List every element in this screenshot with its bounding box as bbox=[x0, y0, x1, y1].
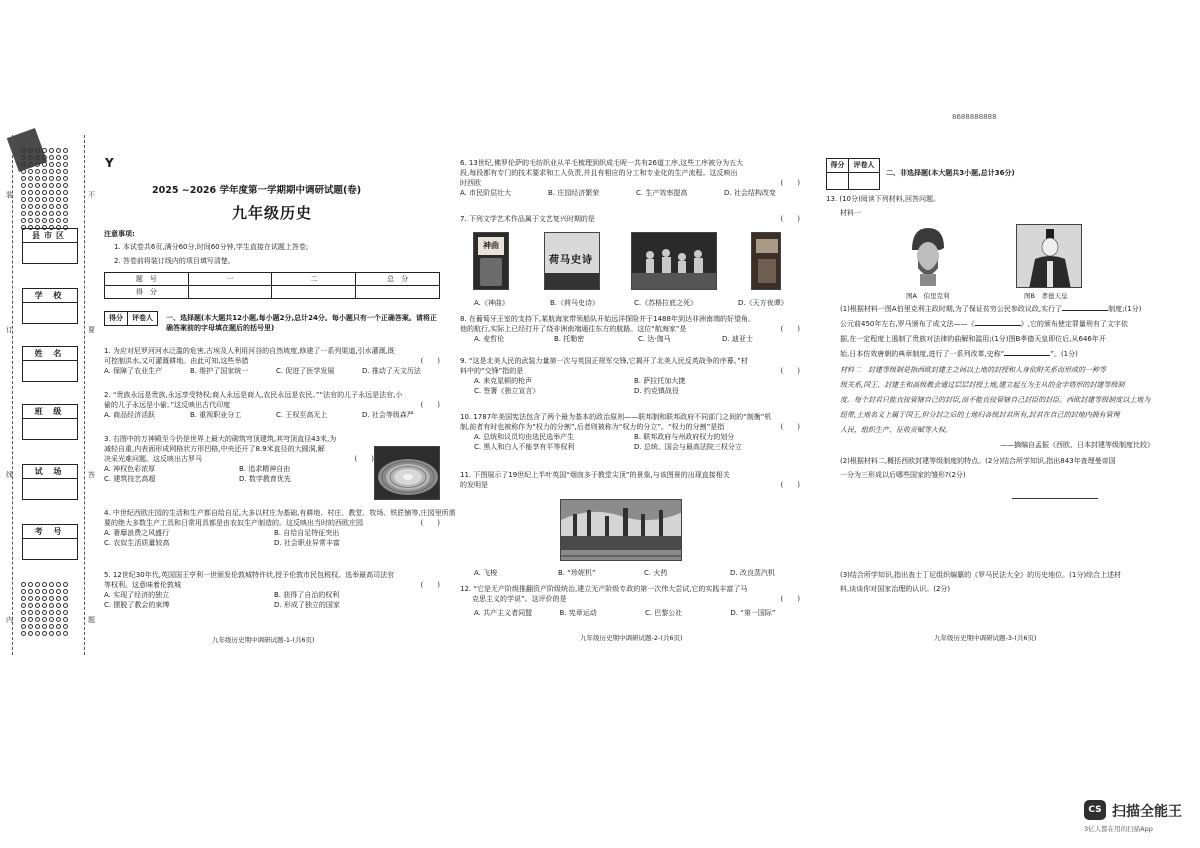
q13-1-text: 始,日本仿效唐朝的典章制度,进行了一系列改革,史称“ bbox=[840, 350, 1005, 358]
q13-1-line: 据,在一定程度上遏制了贵族对法律的曲解和滥用;(1分)图B孝德天皇即位后,从646年开 bbox=[840, 335, 1106, 343]
mark-y: Y bbox=[105, 156, 114, 170]
binding-line bbox=[84, 135, 85, 655]
answer-paren[interactable]: ( ) bbox=[780, 179, 800, 187]
field-county[interactable] bbox=[22, 228, 78, 264]
bubble-mark bbox=[28, 631, 33, 636]
option-c[interactable]: C. 黑人和白人不能享有平等权利 bbox=[474, 443, 575, 451]
page-3-footer: 九年级历史期中调研试题-3-(共6页) bbox=[934, 634, 1037, 642]
q13-2-line: (2)根据材料二,概括西欧封建等级制度的特点。(2分)结合所学知识,指出843年查理曼帝国 bbox=[840, 457, 1116, 465]
industrial-chimneys-image bbox=[560, 499, 682, 561]
brand-name: 扫描全能王 bbox=[1112, 804, 1182, 820]
section-2-heading: 二、非选择题(本大题共3小题,总计36分) bbox=[886, 169, 1015, 177]
side-word: 题 bbox=[88, 616, 95, 624]
option-d[interactable]: D. 总统、国会与最高法院三权分立 bbox=[634, 443, 742, 451]
option-b[interactable]: B. “珍妮机” bbox=[558, 569, 596, 577]
q11-line-text: 的发明是 bbox=[460, 481, 488, 489]
q13-1-line bbox=[840, 349, 1078, 359]
pantheon-dome-icon bbox=[375, 447, 440, 500]
book-title: 荷马史诗 bbox=[549, 255, 593, 266]
figure-b-caption: 图B 孝德天皇 bbox=[1024, 292, 1068, 300]
option-d[interactable]: D.《天方夜谭》 bbox=[738, 299, 788, 307]
option-a[interactable]: A. 保障了农业生产 bbox=[104, 367, 163, 375]
option-c[interactable]: C. 摆脱了教会的束缚 bbox=[104, 601, 170, 609]
q4-line: 4. 中世纪西欧庄园的生活和生产都自给自足,大多以村庄为基础,有耕地、村庄、教堂、牧场、铁匠铺等,庄园里所需 bbox=[104, 509, 456, 517]
q13-1-text: 公元前450年左右,罗马颁布了成文法——《 bbox=[840, 320, 975, 328]
q6-line: 段,每段都有专门的技术要求和工人负责,并且有相应的分工和专业化的生产流程。这反映出 bbox=[460, 169, 738, 177]
grader-name-label: 评卷人 bbox=[853, 161, 875, 169]
q2-line bbox=[104, 400, 440, 410]
notice-2: 2. 答卷前将装订线内的项目填写清楚。 bbox=[114, 257, 235, 265]
field-label: 县市区 bbox=[23, 229, 77, 243]
option-c[interactable]: C. 达·伽马 bbox=[638, 335, 671, 343]
score-header: 总 分 bbox=[356, 273, 440, 286]
q1-line-text: 可控制洪水,又可灌溉耕地。由此可知,这些举措 bbox=[104, 357, 249, 365]
q1-line: 1. 为应对尼罗河河水泛滥的危害,古埃及人利用河谷的自然坡度,修建了一系列渠道,引水灌溉,既 bbox=[104, 347, 395, 355]
score-header: 题 号 bbox=[105, 273, 189, 286]
side-word: 不 bbox=[88, 191, 95, 199]
option-c[interactable]: C. 火药 bbox=[644, 569, 668, 577]
exam-title: 2025 ~2026 学年度第一学期期中调研试题(卷) bbox=[152, 185, 362, 196]
q8-options bbox=[474, 334, 800, 344]
answer-paren[interactable]: ( ) bbox=[780, 325, 800, 333]
subject-title: 九年级历史 bbox=[232, 204, 313, 222]
bubble-mark bbox=[63, 631, 68, 636]
field-label: 学 校 bbox=[23, 289, 77, 303]
q13-3-line: 料,谈谈你对国家治理的认识。(2分) bbox=[840, 585, 951, 593]
option-d[interactable]: D. 迪亚士 bbox=[722, 335, 753, 343]
answer-paren[interactable]: ( ) bbox=[780, 367, 800, 375]
q8-line: 8. 在葡萄牙王室的支持下,某航海家带领船队开始远洋探险并于1488年到达非洲南端的好望角。 bbox=[460, 315, 755, 323]
book-title: 神曲 bbox=[478, 237, 504, 255]
option-c[interactable]: C. 签署《独立宣言》 bbox=[474, 387, 540, 395]
side-word: 要 bbox=[88, 326, 95, 334]
grader-name-label: 评卷人 bbox=[132, 314, 153, 322]
question-5 bbox=[104, 570, 440, 610]
material-2-line: 人民、组织生产、征收贡赋等大权。 bbox=[840, 426, 952, 434]
option-c[interactable]: C. 建筑技艺高超 bbox=[104, 475, 156, 483]
answer-blank[interactable] bbox=[1062, 310, 1108, 311]
homer-epic-image bbox=[544, 232, 600, 290]
q8-line bbox=[460, 324, 800, 334]
binding-line-outer bbox=[12, 135, 13, 655]
figure-a-caption: 图A 伯里克利 bbox=[906, 292, 950, 300]
q5-options-row2 bbox=[104, 600, 440, 610]
option-a[interactable]: A. 总统和议员均由选民选举产生 bbox=[474, 433, 575, 441]
q2-line: 2. “贵族永远是贵族,永远享受特权;商人永远是商人,农民永远是农民。”“法官的儿子永远是法官,小 bbox=[104, 391, 403, 399]
q13-1-text: 制度;(1分) bbox=[1108, 305, 1142, 313]
option-b[interactable]: B. 托勒密 bbox=[554, 335, 585, 343]
question-11 bbox=[460, 470, 800, 490]
answer-paren[interactable]: ( ) bbox=[780, 481, 800, 489]
score-table bbox=[104, 272, 440, 299]
q2-options bbox=[104, 410, 440, 420]
q4-line bbox=[104, 518, 440, 528]
arabian-nights-image bbox=[751, 232, 781, 290]
option-c[interactable]: C. 促进了医学发展 bbox=[276, 367, 335, 375]
option-d[interactable]: D. “第一国际” bbox=[730, 609, 776, 617]
q11-line bbox=[460, 480, 800, 490]
q12-line-text: 克思主义的学说”。这评价的是 bbox=[472, 595, 567, 603]
score-header: 一 bbox=[188, 273, 272, 286]
q9-options-row2 bbox=[474, 386, 800, 396]
bubble-grid-bottom bbox=[20, 572, 76, 628]
q13-1-line bbox=[840, 304, 1141, 314]
divine-comedy-image bbox=[473, 232, 509, 290]
answer-paren[interactable]: ( ) bbox=[780, 215, 800, 223]
material-2-line: 度。每个封君只能直接管辖自己的封臣,而不能直接管辖自己封臣的封臣。西欧封建等级制度以土地为 bbox=[840, 396, 1151, 404]
q8-line-text: 他的航行,实际上已经打开了绕非洲南端通往东方的航路。这位“航海家”是 bbox=[460, 325, 687, 333]
grader-score-label: 得分 bbox=[827, 159, 849, 172]
field-name[interactable] bbox=[22, 346, 78, 382]
q13-heading: 13. (10分)阅读下列材料,回答问题。 bbox=[826, 195, 940, 203]
q3-line bbox=[104, 454, 374, 464]
field-exam-room[interactable] bbox=[22, 464, 78, 500]
option-a[interactable]: A. 实现了经济的独立 bbox=[104, 591, 170, 599]
q9-line bbox=[460, 366, 800, 376]
question-4 bbox=[104, 508, 456, 548]
option-b[interactable]: B. 维护了国家统一 bbox=[190, 367, 249, 375]
option-c[interactable]: C. 农奴生活质量较高 bbox=[104, 539, 170, 547]
q13-1-text: (1)根据材料一图A伯里克利主政时期,为了保证贫穷公民参政议政,实行了 bbox=[840, 305, 1063, 313]
option-c[interactable]: C.《苏格拉底之死》 bbox=[634, 299, 698, 307]
q12-options bbox=[474, 608, 800, 618]
q6-line-text: 时西欧 bbox=[460, 179, 481, 187]
q2-line-text: 偷的儿子永远是小偷。”这反映出古代印度 bbox=[104, 401, 231, 409]
option-b[interactable]: B.《荷马史诗》 bbox=[550, 299, 600, 307]
option-d[interactable]: D. 形成了独立的国家 bbox=[274, 601, 340, 609]
answer-paren[interactable]: ( ) bbox=[420, 519, 440, 527]
pantheon-image bbox=[374, 446, 440, 500]
bubble-mark bbox=[42, 631, 47, 636]
q3-options-row2 bbox=[104, 474, 374, 484]
option-a[interactable]: A. 飞梭 bbox=[474, 569, 498, 577]
q5-line bbox=[104, 580, 440, 590]
q3-line-text: 决采光难问题。这反映出古罗马 bbox=[104, 455, 202, 463]
material-2-line: 级关系,国王、封建主和高级教会通过层层封授土地,建立起互为主从的金字塔形的封建等级制 bbox=[840, 381, 1125, 389]
field-label: 试 场 bbox=[23, 465, 77, 479]
q3-line: 3. 右图中的万神殿至今仍是世界上最大的砌筑穹顶建筑,其穹顶直径43米,为 bbox=[104, 435, 337, 443]
option-d[interactable]: D. 数学教育优先 bbox=[239, 475, 291, 483]
score-cell[interactable] bbox=[188, 286, 272, 299]
question-2 bbox=[104, 390, 440, 420]
option-a[interactable]: A. 市民阶层壮大 bbox=[460, 189, 512, 197]
q7-options bbox=[474, 298, 804, 308]
q9-line-text: 料中的“交锋”指的是 bbox=[460, 367, 524, 375]
answer-paren[interactable]: ( ) bbox=[420, 357, 440, 365]
q6-line bbox=[460, 178, 800, 188]
field-label: 班 级 bbox=[23, 405, 77, 419]
top-code: 8688888888 bbox=[952, 113, 997, 121]
question-12 bbox=[460, 584, 800, 618]
q4-options-row1 bbox=[104, 528, 440, 538]
factory-chimneys-icon bbox=[561, 500, 682, 561]
option-b[interactable]: B. 庄园经济繁荣 bbox=[548, 189, 600, 197]
side-word: 订 bbox=[6, 326, 13, 334]
q6-options bbox=[460, 188, 800, 198]
material-2-line: 材料二 封建等级制是指西欧封建主之间以土地的封授和人身依附关系而形成的一种等 bbox=[840, 366, 1106, 374]
material-1-label: 材料一 bbox=[840, 209, 861, 217]
q5-options-row1 bbox=[104, 590, 440, 600]
field-school[interactable] bbox=[22, 288, 78, 324]
answer-paren[interactable]: ( ) bbox=[420, 581, 440, 589]
q13-1-text: ”。(1分) bbox=[1050, 350, 1078, 358]
option-b[interactable]: B. 联邦政府与州政府权力的划分 bbox=[634, 433, 735, 441]
death-of-socrates-image bbox=[631, 232, 717, 290]
bubble-mark bbox=[35, 631, 40, 636]
side-word: 内 bbox=[6, 616, 13, 624]
option-a[interactable]: A. 共产主义者同盟 bbox=[474, 609, 533, 617]
pericles-bust-icon bbox=[904, 224, 950, 288]
field-exam-number[interactable] bbox=[22, 524, 78, 560]
option-a[interactable]: A. 商品经济活跃 bbox=[104, 411, 156, 419]
cs-logo-icon: CS bbox=[1084, 800, 1106, 820]
page-2-footer: 九年级历史期中调研试题-2-(共6页) bbox=[580, 634, 683, 642]
brand-slogan: 3亿人都在用的扫描App bbox=[1084, 825, 1153, 833]
q5-line: 5. 12世纪30年代,英国国王亨利一世颁发伦敦城特许状,授予伦敦市民包税权、选举最高司法官 bbox=[104, 571, 395, 579]
option-a[interactable]: A. 神权色彩浓厚 bbox=[104, 465, 156, 473]
option-c[interactable]: C. 王权至高无上 bbox=[276, 411, 328, 419]
answer-line[interactable] bbox=[1012, 498, 1098, 499]
option-a[interactable]: A.《神曲》 bbox=[474, 299, 509, 307]
score-cell[interactable] bbox=[272, 286, 356, 299]
q3-line: 减轻自重,内表面形成网格状方形凹格,中央还开了8.9米直径的大圆洞,解 bbox=[104, 445, 325, 453]
option-a[interactable]: A. 奢靡浪费之风盛行 bbox=[104, 529, 170, 537]
q12-line bbox=[460, 594, 800, 604]
q10-line: 10. 1787年美国宪法包含了两个最为基本的政治原则——联邦制和联邦政府不同部门之间的“制衡”机 bbox=[460, 413, 772, 421]
q10-line bbox=[460, 422, 800, 432]
q13-1-line bbox=[840, 319, 1128, 329]
answer-paren[interactable]: ( ) bbox=[420, 401, 440, 409]
bubble-mark bbox=[49, 631, 54, 636]
answer-blank[interactable] bbox=[1004, 355, 1050, 356]
q3-options-row1 bbox=[104, 464, 374, 474]
score-cell[interactable] bbox=[356, 286, 440, 299]
pericles-image bbox=[904, 224, 950, 288]
option-b[interactable]: B. 追求精神自由 bbox=[239, 465, 291, 473]
painting-icon bbox=[632, 233, 717, 290]
section-1-text: 一、选择题(本大题共12小题,每小题2分,总计24分。每小题只有一个正确答案。请将正确答案前的字母填在题后的括号里) bbox=[166, 314, 437, 332]
q6-line: 6. 13世纪,佛罗伦萨的毛纺织业从羊毛梳理到织成毛呢一共有26道工序,这些工序被分为五大 bbox=[460, 159, 744, 167]
q9-options-row1 bbox=[474, 376, 800, 386]
question-6 bbox=[460, 158, 800, 198]
q11-line: 11. 下图展示了19世纪上半叶英国“烟囱多于教堂尖顶”的景象,与该图景的出现直接相关 bbox=[460, 471, 730, 479]
q1-options bbox=[104, 366, 440, 376]
grader-score-label: 得分 bbox=[105, 312, 128, 325]
option-b[interactable]: B. 萨拉托加大捷 bbox=[634, 377, 686, 385]
bubble-grid-top bbox=[20, 138, 76, 222]
q10-options-row1 bbox=[474, 432, 800, 442]
q10-options-row2 bbox=[474, 442, 800, 452]
option-b[interactable]: B. 重视职业分工 bbox=[190, 411, 242, 419]
option-a[interactable]: A. 麦哲伦 bbox=[474, 335, 505, 343]
question-8 bbox=[460, 314, 800, 344]
field-label: 姓 名 bbox=[23, 347, 77, 361]
answer-paren[interactable]: ( ) bbox=[780, 595, 800, 603]
option-d[interactable]: D. 推动了天文历法 bbox=[362, 367, 421, 375]
bubble-mark bbox=[56, 631, 61, 636]
grader-box bbox=[104, 311, 158, 326]
answer-paren[interactable]: ( ) bbox=[780, 423, 800, 431]
q4-line-text: 要的绝大多数生产工具和日常用具都是由农奴生产制造的。这反映出当时的西欧庄园 bbox=[104, 519, 363, 527]
material-2-source: ——摘编自孟振《西欧、日本封建等级制度比较》 bbox=[1000, 441, 1154, 449]
bubble-mark bbox=[21, 631, 26, 636]
material-2-line: 纽带,土地名义上属于国王,但分封之后的土地归各级封君所有,封君在自己的封地内拥有管理 bbox=[840, 411, 1120, 419]
q13-3-line: (3)结合所学知识,指出查士丁尼组织编纂的《罗马民法大全》的历史地位。(1分)综合上述材 bbox=[840, 571, 1122, 579]
option-b[interactable]: B. 宪章运动 bbox=[559, 609, 597, 617]
answer-paren[interactable]: ( ) bbox=[354, 455, 374, 463]
q13-1-text: 》,它的颁布使定罪量刑有了文字依 bbox=[1020, 320, 1128, 328]
q13-2-line: 一分为三形成以后哪些国家的雏形?(2分) bbox=[840, 471, 966, 479]
option-c[interactable]: C. 生产效率提高 bbox=[636, 189, 688, 197]
q7-line-text: 7. 下列文学艺术作品属于文艺复兴时期的是 bbox=[460, 215, 595, 223]
q12-line: 12. “它是无产阶级推翻资产阶级统治,建立无产阶级专政的第一次伟大尝试,它的实践丰富了马 bbox=[460, 585, 748, 593]
emperor-kotoku-image bbox=[1016, 224, 1082, 288]
side-word: 答 bbox=[88, 471, 95, 479]
side-word: 线 bbox=[6, 471, 13, 479]
option-b[interactable]: B. 自给自足特征突出 bbox=[274, 529, 340, 537]
notice-heading: 注意事项: bbox=[104, 230, 135, 238]
q9-line: 9. “这是北美人民的武装力量第一次与英国正规军交锋,它揭开了北美人民反英战争的序幕。”材 bbox=[460, 357, 748, 365]
q5-line-text: 等权利。这意味着伦敦城 bbox=[104, 581, 181, 589]
q11-options bbox=[474, 568, 804, 578]
option-a[interactable]: A. 来克星顿的枪声 bbox=[474, 377, 533, 385]
option-d[interactable]: D. 社会职业异常丰富 bbox=[274, 539, 340, 547]
field-class[interactable] bbox=[22, 404, 78, 440]
side-word: 装 bbox=[6, 191, 13, 199]
question-9 bbox=[460, 356, 800, 396]
grader-box bbox=[826, 158, 880, 190]
question-1 bbox=[104, 346, 440, 376]
score-row-label: 得 分 bbox=[105, 286, 189, 299]
notice-1: 1. 本试卷共6页,满分60分,时间60分钟,学生直接在试题上答卷; bbox=[114, 243, 309, 251]
q1-line bbox=[104, 356, 440, 366]
option-d[interactable]: D. 约克镇战役 bbox=[634, 387, 679, 395]
option-d[interactable]: D. 改良蒸汽机 bbox=[730, 569, 775, 577]
answer-blank[interactable] bbox=[975, 325, 1021, 326]
grader-input-row[interactable] bbox=[827, 173, 879, 189]
book-cover-icon bbox=[752, 233, 781, 290]
question-10 bbox=[460, 412, 800, 452]
option-b[interactable]: B. 获得了自治的权利 bbox=[274, 591, 340, 599]
page-1-footer: 九年级历史期中调研试题-1-(共6页) bbox=[212, 636, 315, 644]
section-1-heading bbox=[166, 313, 440, 333]
option-d[interactable]: D. 社会结构改变 bbox=[724, 189, 776, 197]
question-7 bbox=[460, 214, 800, 224]
option-d[interactable]: D. 社会等级森严 bbox=[362, 411, 414, 419]
q10-line-text: 制,前者有时也被称作为“权力的分割”,后者则被称为“权力的分立”。“权力的分割”是指 bbox=[460, 423, 725, 431]
emperor-portrait-icon bbox=[1017, 225, 1082, 288]
option-c[interactable]: C. 巴黎公社 bbox=[644, 609, 683, 617]
field-label: 考 号 bbox=[23, 525, 77, 539]
q4-options-row2 bbox=[104, 538, 440, 548]
q7-line bbox=[460, 214, 800, 224]
grader-row bbox=[827, 159, 879, 173]
score-header: 二 bbox=[272, 273, 356, 286]
